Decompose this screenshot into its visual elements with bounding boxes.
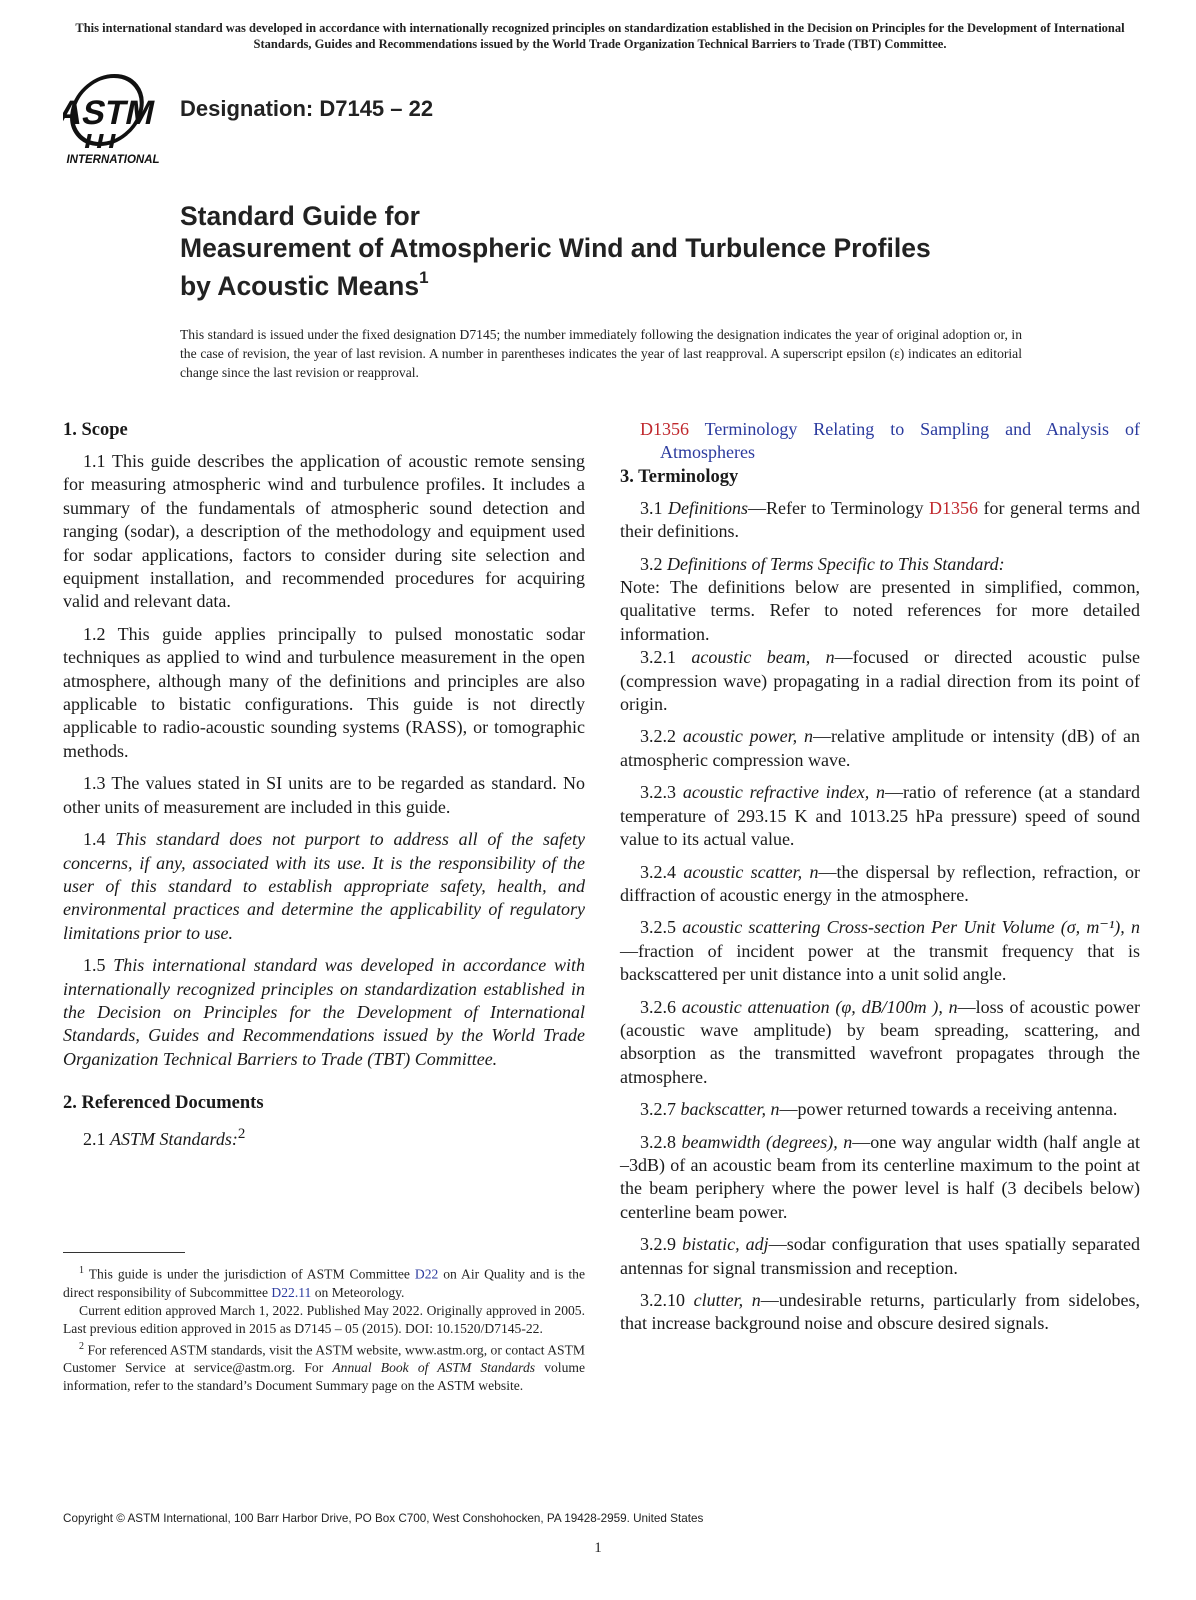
definition-number: 3.2.6 xyxy=(640,996,676,1017)
footnote-1-text-a: This guide is under the jurisdiction of ASTM Committee xyxy=(88,1266,410,1282)
section-3-2 xyxy=(620,553,1140,576)
definition-item xyxy=(620,861,1140,908)
definition-text: —undesirable returns, particularly from sidelobes, that increase background noise and obscure desired signals. xyxy=(620,1290,1140,1334)
section-3-1-number: 3.1 xyxy=(640,497,663,518)
definition-item xyxy=(620,725,1140,772)
footnote-2 xyxy=(63,1338,585,1396)
definition-term: acoustic attenuation (φ, dB/100m ), n xyxy=(681,996,958,1017)
definition-text: —power returned towards a receiving antenna. xyxy=(779,1099,1118,1120)
section-3-1 xyxy=(620,497,1140,544)
definition-number: 3.2.2 xyxy=(640,726,676,747)
logo-subtitle: INTERNATIONAL xyxy=(66,154,160,166)
section-3-1-text-a: —Refer to Terminology xyxy=(748,497,924,518)
section-1-3: 1.3 The values stated in SI units are to be regarded as standard. No other units of measurement are included in this guide. xyxy=(63,773,585,817)
definition-item xyxy=(620,916,1140,986)
definition-term: acoustic power, n xyxy=(682,726,814,747)
section-3-2-term: Definitions of Terms Specific to This Standard: xyxy=(667,553,1005,574)
definition-number: 3.2.5 xyxy=(640,917,676,938)
section-1-4-text: This standard does not purport to address all of the safety concerns, if any, associated with its use. It is the responsibility of the user of this standard to establish appropriate safety, health, and environmental practices and determine the applicability of regulatory limitations prior to use. xyxy=(63,829,586,943)
definition-number: 3.2.4 xyxy=(640,861,676,882)
section-1-5-text: This international standard was developed in accordance with internationally recognized principles on standardization established in the Decision on Principles for the Development of International Standards, Guides and Recommendations issued by the World Trade Organization Technical Barriers to Trade (TBT) Committee. xyxy=(63,955,585,1069)
definition-item xyxy=(620,1098,1140,1121)
footnote-2-italic: Annual Book of ASTM Standards xyxy=(332,1360,536,1376)
referenced-documents-heading: 2. Referenced Documents xyxy=(63,1093,264,1114)
section-3-2-number: 3.2 xyxy=(640,553,663,574)
footnote-1-edition: Current edition approved March 1, 2022. Published May 2022. Originally approved in 2005. Last previous edition approved in 2015 as D7145 – 05 (2015). DOI: 10.1520/D7145-22. xyxy=(63,1302,585,1336)
definition-item xyxy=(620,781,1140,851)
top-notice: This international standard was developed in accordance with internationally recognized principles on standardization established in the Decision on Principles for the Development of International Standards, Guides and Recommendations issued by the World Trade Organization Technical Barriers to Trade (TBT) Committee. xyxy=(75,21,1125,51)
definition-number: 3.2.10 xyxy=(640,1290,685,1310)
astm-logo xyxy=(63,72,168,168)
ref-code-link[interactable]: D1356 xyxy=(640,419,689,439)
section-1-5-number: 1.5 xyxy=(83,955,106,976)
section-1-2: 1.2 This guide applies principally to pulsed monostatic sodar techniques as applied to wind and turbulence measurement in the open atmosphere, although many of the definitions and principles are also applicable to bistatic configurations. This guide is not directly applicable to radio-acoustic sounding systems (RASS), or tomographic methods. xyxy=(63,623,585,761)
definition-number: 3.2.1 xyxy=(640,647,676,668)
definition-text: —loss of acoustic power (acoustic wave amplitude) by beam spreading, scattering, and absorption as the transmitted wavefront propagates through the atmosphere. xyxy=(620,996,1141,1087)
definition-term: acoustic scattering Cross-section Per Unit Volume (σ, m⁻¹), n xyxy=(682,917,1140,938)
definition-text: —one way angular width (half angle at –3dB) of an acoustic beam from its centerline maximum to the point at the beam periphery where the power level is half (3 decibels below) centerline beam power. xyxy=(620,1131,1140,1222)
definition-item xyxy=(620,1289,1140,1336)
page-number: 1 xyxy=(594,1540,602,1556)
title-line-1: Standard Guide for xyxy=(180,201,420,231)
section-1-4-number: 1.4 xyxy=(83,829,106,850)
right-column xyxy=(620,418,1140,1345)
footnote-1-text-c: on Meteorology. xyxy=(314,1284,405,1300)
title-line-2: Measurement of Atmospheric Wind and Turbulence Profiles xyxy=(180,233,931,263)
footnote-divider xyxy=(63,1252,185,1253)
definition-term: acoustic scatter, n xyxy=(683,861,819,882)
definition-item xyxy=(620,646,1140,716)
logo-mark: ASTM xyxy=(63,94,159,132)
left-column xyxy=(63,418,585,1161)
footnote-2-text-a: For referenced ASTM standards, visit the ASTM website, www.astm.org, or contact ASTM Customer Service at service@astm.org. For xyxy=(63,1342,585,1376)
footnote-1 xyxy=(63,1262,585,1302)
section-2-1-number: 2.1 xyxy=(83,1129,106,1150)
subcommittee-d22-11-link[interactable]: D22.11 xyxy=(271,1284,312,1300)
footnote-2-text-b: volume information, refer to the standard’s Document Summary page on the ASTM website. xyxy=(63,1360,585,1394)
definition-text: —fraction of incident power at the transmit frequency that is backscattered per unit distance into a unit solid angle. xyxy=(620,940,1140,985)
definition-number: 3.2.7 xyxy=(640,1099,676,1120)
copyright: Copyright © ASTM International, 100 Barr Harbor Drive, PO Box C700, West Conshohocken, PA 19428-2959. United States xyxy=(63,1512,704,1525)
title-line-3-text: by Acoustic Means xyxy=(180,270,420,301)
scope-heading: 1. Scope xyxy=(63,420,128,440)
definition-term: acoustic refractive index, n xyxy=(682,782,886,803)
footnote-2-mark: 2 xyxy=(79,1340,84,1352)
definition-term: beamwidth (degrees), n xyxy=(681,1131,853,1152)
footnote-1-mark: 1 xyxy=(79,1265,84,1276)
section-2-1-footnote-mark: 2 xyxy=(237,1126,246,1143)
definition-item xyxy=(620,1233,1140,1280)
definition-term: clutter, n xyxy=(693,1290,761,1310)
definition-item xyxy=(620,1131,1140,1225)
committee-d22-link[interactable]: D22 xyxy=(414,1266,439,1282)
section-1-5 xyxy=(63,954,585,1071)
definition-text: —sodar configuration that uses spatially separated antennas for signal transmission and reception. xyxy=(620,1234,1141,1278)
definition-number: 3.2.3 xyxy=(640,782,676,803)
section-2-1-text: ASTM Standards: xyxy=(110,1129,238,1150)
definition-text: —ratio of reference (at a standard temperature of 293.15 K and 1013.25 hPa pressure) speed of sound value to its actual value. xyxy=(620,782,1140,850)
footnote-1-text-b: on Air Quality and is the direct responsibility of Subcommittee xyxy=(63,1266,586,1300)
definitions-list xyxy=(620,646,1140,1336)
section-2-1 xyxy=(63,1123,585,1151)
definition-term: bistatic, adj xyxy=(682,1234,769,1255)
section-1-1: 1.1 This guide describes the application of acoustic remote sensing for measuring atmospheric wind and turbulence profiles. It includes a summary of the fundamentals of atmospheric sound detection and ranging (sodar), a description of the methodology and equipment used for sodar applications, factors to consider during site selection and equipment installation, and recommended procedures for acquiring valid and relevant data. xyxy=(63,451,585,612)
referenced-standard-d1356[interactable] xyxy=(620,418,1140,465)
definition-text: —the dispersal by reflection, refraction, or diffraction of acoustic energy in the atmosphere. xyxy=(620,861,1140,905)
document-title xyxy=(180,200,1080,302)
definition-text: —focused or directed acoustic pulse (compression wave) propagating in a radial direction from its point of origin. xyxy=(620,647,1141,715)
title-footnote-mark: 1 xyxy=(419,268,429,287)
designation: Designation: D7145 – 22 xyxy=(180,96,434,121)
section-3-1-text-b: for general terms and their definitions. xyxy=(620,497,1141,542)
terminology-heading: 3. Terminology xyxy=(620,466,739,487)
section-3-1-term: Definitions xyxy=(668,497,749,518)
definition-number: 3.2.9 xyxy=(640,1234,676,1255)
terminology-d1356-link[interactable]: D1356 xyxy=(928,497,978,518)
definition-term: acoustic beam, n xyxy=(691,647,835,668)
definition-item xyxy=(620,996,1140,1090)
section-1-4 xyxy=(63,828,585,945)
definitions-note: Note: The definitions below are presented in simplified, common, qualitative terms. Refer to noted references for more detailed information. xyxy=(620,577,1140,644)
ref-title-link[interactable]: Terminology Relating to Sampling and Analysis of Atmospheres xyxy=(660,419,1140,463)
definition-term: backscatter, n xyxy=(680,1099,780,1120)
preamble: This standard is issued under the fixed designation D7145; the number immediately following the designation indicates the year of original adoption or, in the case of revision, the year of last revision. A number in parentheses indicates the year of last reapproval. A superscript epsilon (ε) indicates an editorial change since the last revision or reapproval. xyxy=(180,327,1022,380)
definition-number: 3.2.8 xyxy=(640,1131,676,1152)
definition-text: —relative amplitude or intensity (dB) of an atmospheric compression wave. xyxy=(620,726,1141,770)
footnotes xyxy=(63,1262,585,1395)
title-line-3 xyxy=(180,264,1080,302)
